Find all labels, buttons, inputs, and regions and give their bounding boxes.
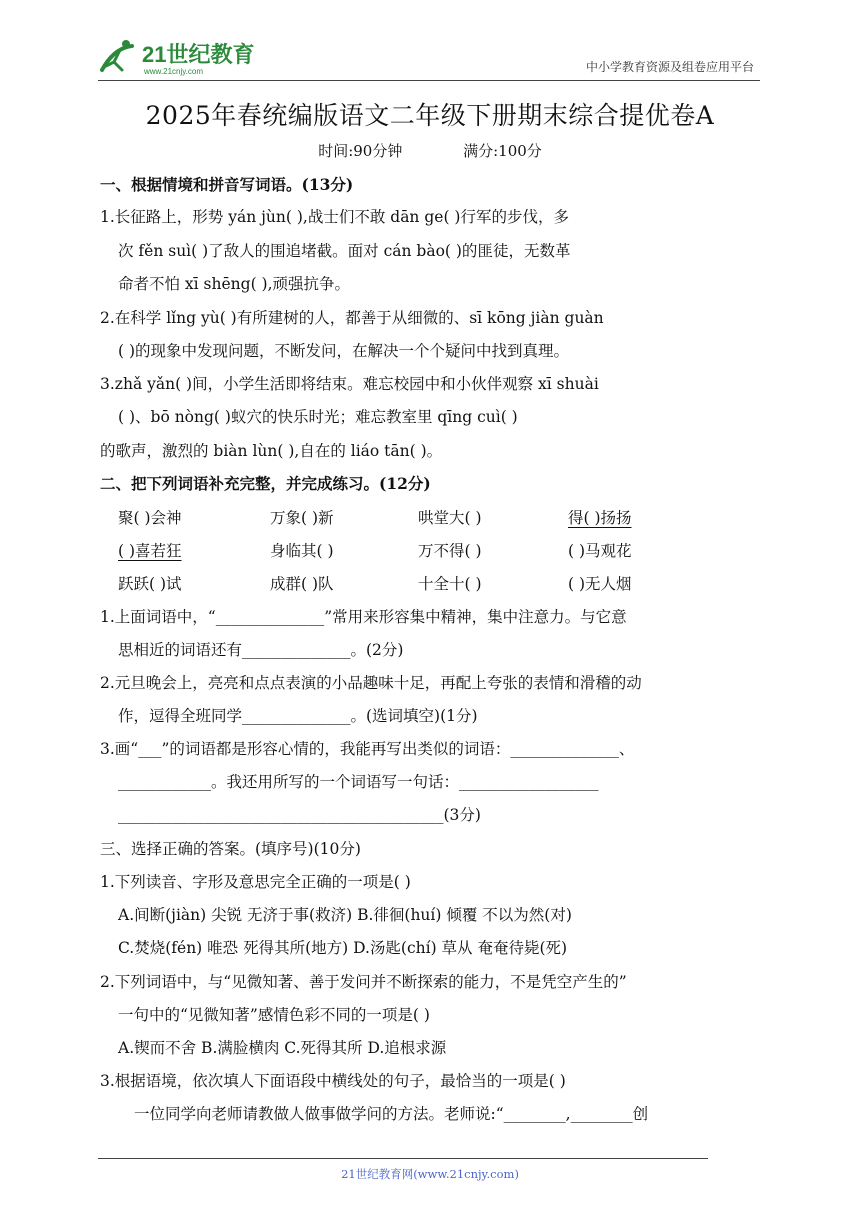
header-divider — [98, 80, 760, 81]
option-line: A.锲而不舍 B.满脸横肉 C.死得其所 D.追根求源 — [118, 1039, 447, 1057]
logo-text: 21世纪教育 — [142, 42, 255, 67]
question-line: 3.根据语境，依次填人下面语段中横线处的句子，最恰当的一项是( ) — [100, 1072, 566, 1090]
section1-line: 2.在科学 lǐng yù( )有所建树的人，都善于从细微的、sī kōng jiàn guàn — [100, 309, 604, 327]
section1-line: ( )的现象中发现问题，不断发问，在解决一个个疑问中找到真理。 — [118, 342, 570, 360]
section1-line: 命者不怕 xī shēng( ),顽强抗争。 — [118, 275, 351, 293]
option-line: A.间断(jiàn) 尖锐 无济于事(救济) B.徘徊(huí) 倾覆 不以为然(对) — [118, 906, 572, 924]
word-item: ( )无人烟 — [568, 575, 632, 593]
section3-heading: 三、选择正确的答案。(填序号)(10分) — [100, 840, 361, 858]
word-item: ( )马观花 — [568, 542, 632, 560]
question-line: 1.上面词语中，“______________”常用来形容集中精神，集中注意力。与它意 — [100, 608, 627, 626]
section1-line: 1.长征路上，形势 yán jùn( ),战士们不敢 dān ge( )行军的步伐，多 — [100, 208, 569, 226]
section1-line: 的歌声，激烈的 biàn lùn( ),自在的 liáo tān( )。 — [100, 442, 443, 460]
section2-heading: 二、把下列词语补充完整，并完成练习。(12分) — [100, 474, 431, 493]
question-line: 2.下列词语中，与“见微知著、善于发问并不断探索的能力，不是凭空产生的” — [100, 973, 627, 991]
question-line: 1.下列读音、字形及意思完全正确的一项是( ) — [100, 873, 411, 891]
exam-time: 时间:90分钟 — [318, 142, 403, 160]
passage-line: 一位同学向老师请教做人做事做学问的方法。老师说:“________,________创 — [134, 1105, 649, 1123]
section1-heading: 一、根据情境和拼音写词语。(13分) — [100, 175, 354, 194]
question-line: 2.元旦晚会上，亮亮和点点表演的小品趣味十足，再配上夸张的表情和滑稽的动 — [100, 674, 642, 692]
section1-line: 3.zhǎ yǎn( )间，小学生活即将结束。难忘校园中和小伙伴观察 xī shuài — [100, 375, 599, 393]
word-item-underlined: ( )喜若狂 — [118, 542, 182, 560]
question-line: 3.画“___”的词语都是形容心情的，我能再写出类似的词语：______________、 — [100, 740, 635, 758]
word-item: 聚( )会神 — [118, 509, 182, 527]
footer-link[interactable]: 21世纪教育网(www.21cnjy.com) — [341, 1167, 519, 1181]
header-platform-text: 中小学教育资源及组卷应用平台 — [585, 60, 754, 74]
question-line: ____________。我还用所写的一个词语写一句话：__________________ — [118, 773, 599, 791]
question-line: 作，逗得全班同学______________。(选词填空)(1分) — [118, 707, 478, 725]
question-line: 思相近的词语还有______________。(2分) — [118, 641, 404, 659]
question-line: 一句中的“见微知著”感情色彩不同的一项是( ) — [118, 1006, 430, 1024]
word-item: 万象( )新 — [270, 509, 334, 527]
site-logo[interactable] — [96, 36, 266, 80]
section1-line: ( )、bō nòng( )蚁穴的快乐时光；难忘教室里 qīng cuì( ) — [118, 408, 518, 426]
word-item: 身临其( ) — [270, 542, 334, 560]
option-line: C.焚烧(fén) 唯恐 死得其所(地方) D.汤匙(chí) 草从 奄奄待毙(死) — [118, 939, 568, 957]
section1-line: 次 fěn suì( )了敌人的围追堵截。面对 cán bào( )的匪徒，无数革 — [118, 242, 571, 260]
exam-meta — [0, 140, 860, 161]
exam-score: 满分:100分 — [463, 142, 542, 160]
word-item: 万不得( ) — [418, 542, 482, 560]
word-item: 跃跃( )试 — [118, 575, 182, 593]
runner-logo-icon — [96, 36, 266, 80]
question-line: __________________________________________(3分) — [118, 806, 481, 824]
word-item: 哄堂大( ) — [418, 509, 482, 527]
word-item: 成群( )队 — [270, 575, 334, 593]
logo-url: www.21cnjy.com — [144, 67, 203, 76]
footer-divider — [98, 1158, 708, 1159]
word-item: 十全十( ) — [418, 575, 482, 593]
word-item-underlined: 得( )扬扬 — [568, 509, 632, 527]
page-title: 2025年春统编版语文二年级下册期末综合提优卷A — [145, 101, 715, 130]
